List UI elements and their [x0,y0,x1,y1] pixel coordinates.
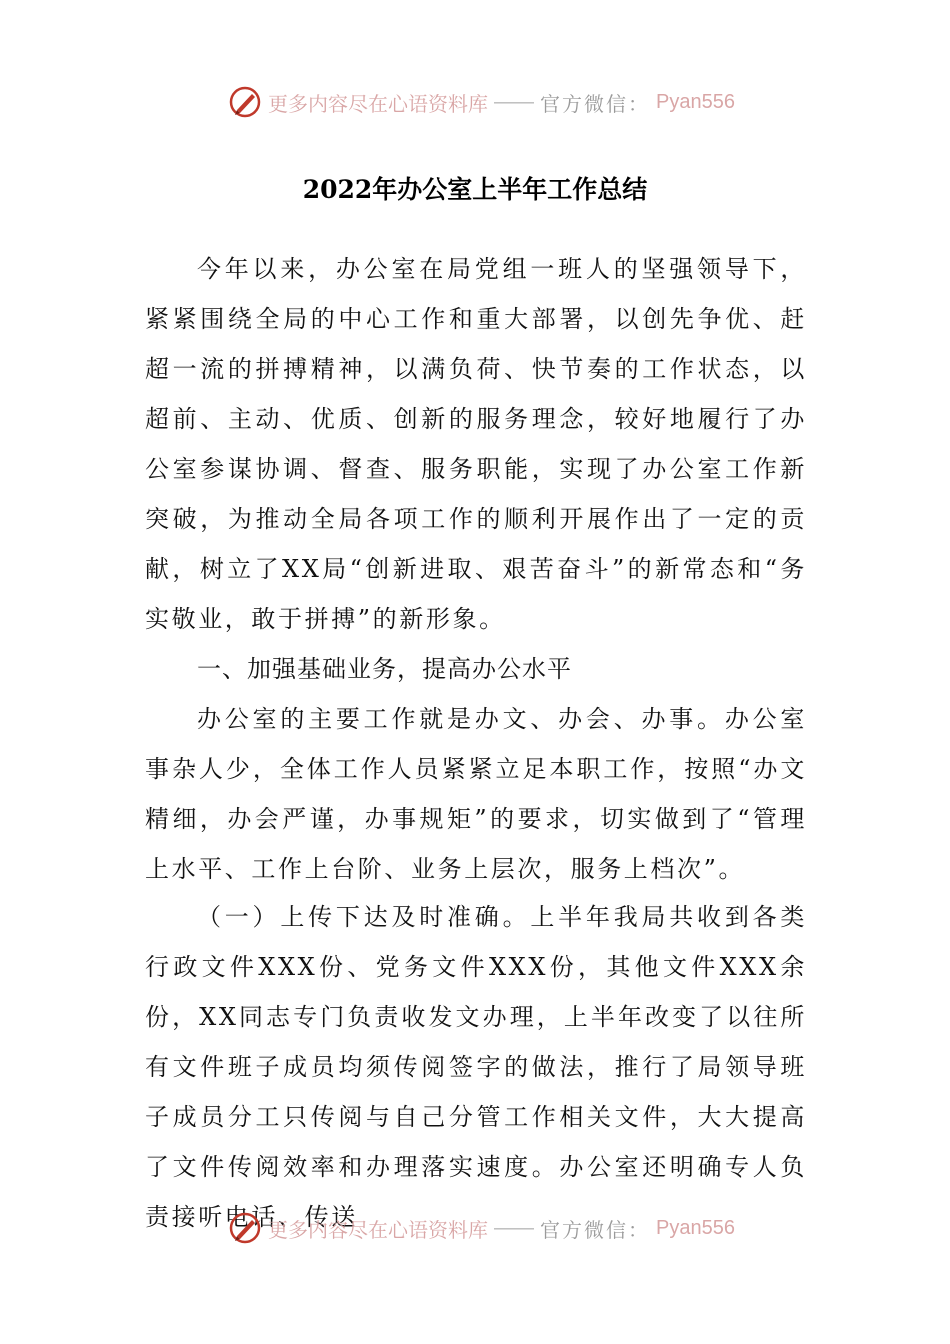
watermark-text: 更多内容尽在心语资料库 [268,1217,488,1242]
watermark-separator: —— [494,1216,534,1239]
document-title: 2022年办公室上半年工作总结 [302,175,648,204]
section-heading-1: 一、加强基础业务，提高办公水平 [197,655,572,683]
watermark-text: 更多内容尽在心语资料库 [268,91,488,116]
pen-circle-logo-icon [228,85,262,119]
pen-circle-logo-icon [228,1211,262,1245]
watermark-wechat-id: Pyan556 [656,1216,735,1239]
watermark-footer [228,1208,748,1248]
paragraph-intro: 今年以来，办公室在局党组一班人的坚强领导下，紧紧围绕全局的中心工作和重大部署，以创先争优、赶超一流的拼搏精神，以满负荷、快节奏的工作状态，以超前、主动、优质、创新的服务理念，较好地履行了办公室参谋协调、督查、服务职能，实现了办公室工作新突破，为推动全局各项工作的顺利开展作出了一定的贡献，树立了XX局“创新进取、艰苦奋斗”的新常态和“务实敬业，敢于拼搏”的新形象。 [145,255,807,633]
watermark-wechat-id: Pyan556 [656,90,735,113]
watermark-header [228,82,748,122]
watermark-wechat-label: 官方微信： [540,91,650,116]
watermark-wechat-label: 官方微信： [540,1217,650,1242]
paragraph-document-handling: （一）上传下达及时准确。上半年我局共收到各类行政文件XXX份、党务文件XXX份，其他文件XXX余份，XX同志专门负责收发文办理，上半年改变了以往所有文件班子成员均须传阅签字的做法，推行了局领导班子成员分工只传阅与自己分管工作相关文件，大大提高了文件传阅效率和办理落实速度。办公室还明确专人负责接听电话、传送 [145,903,807,1231]
paragraph-office-work: 办公室的主要工作就是办文、办会、办事。办公室事杂人少，全体工作人员紧紧立足本职工作，按照“办文精细，办会严谨，办事规矩”的要求，切实做到了“管理上水平、工作上台阶、业务上层次，服务上档次”。 [145,705,807,883]
watermark-separator: —— [494,90,534,113]
